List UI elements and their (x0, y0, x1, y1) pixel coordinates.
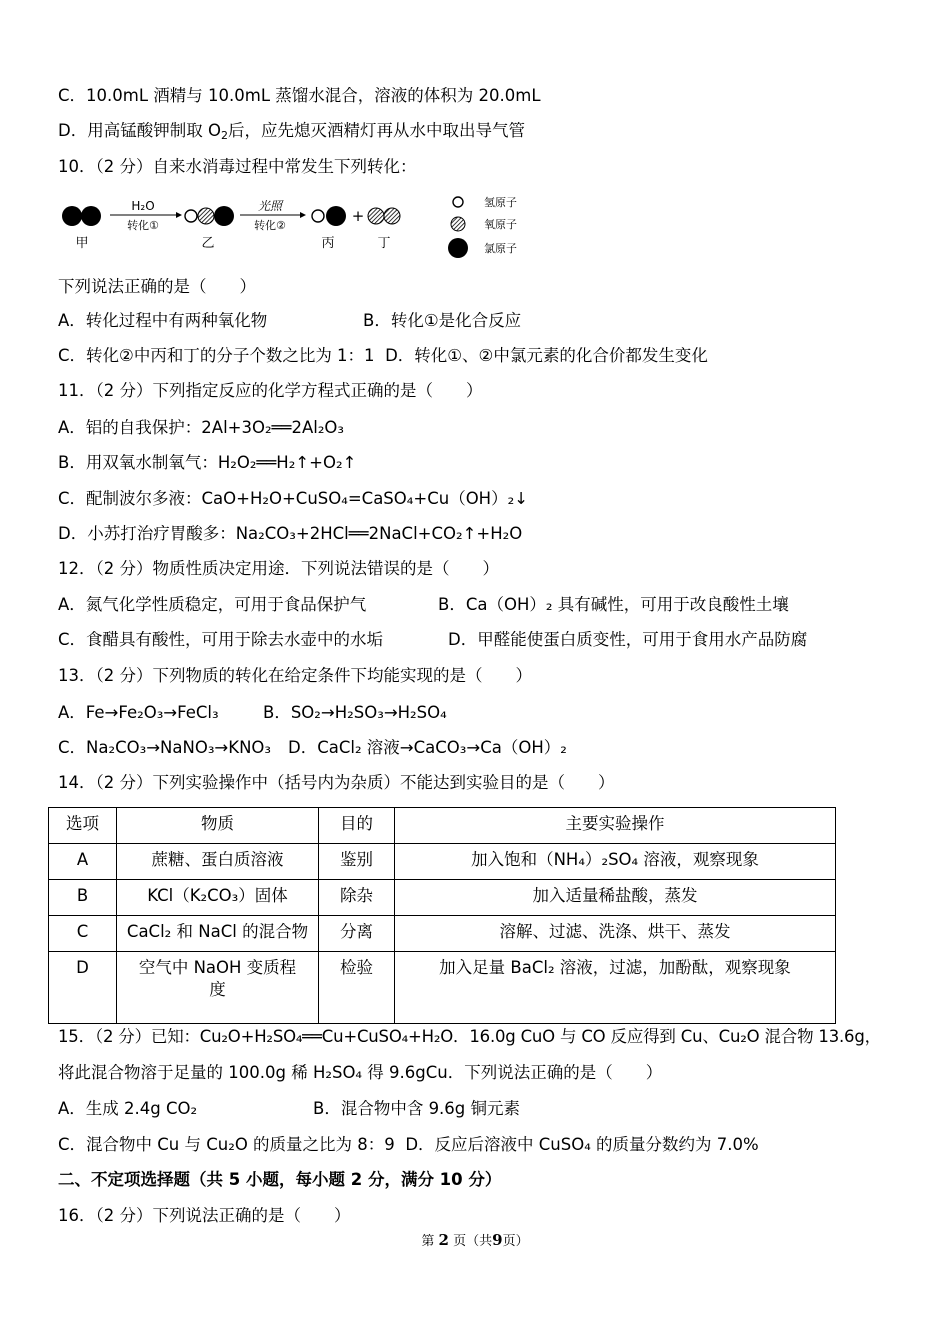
table-row (49, 916, 836, 952)
q13-stem: 13．（2 分）下列物质的转化在给定条件下均能实现的是（ ） (58, 666, 532, 685)
table-row (49, 844, 836, 880)
row-d-substance: 空气中 NaOH 变质程度 (117, 952, 319, 1024)
q15-option-a: A．生成 2.4g CO₂ (58, 1099, 198, 1118)
oxygen-atom (198, 208, 214, 224)
table-header-row (49, 808, 836, 844)
row-b-substance: KCl（K₂CO₃）固体 (117, 880, 319, 916)
row-d-purpose: 检验 (319, 952, 395, 1024)
q13-option-c: C．Na₂CO₃→NaNO₃→KNO₃ (58, 738, 272, 757)
label-jia: 甲 (75, 236, 89, 251)
arrow1-head (176, 212, 182, 218)
chlorine-atom (62, 206, 82, 226)
q15-option-b: B．混合物中含 9.6g 铜元素 (313, 1099, 521, 1118)
total-page-count: 9 (492, 1231, 503, 1249)
header-option: 选项 (49, 808, 117, 844)
q15-option-d: D．反应后溶液中 CuSO₄ 的质量分数约为 7.0% (405, 1135, 759, 1154)
q12-options-ab (58, 594, 789, 616)
arrow2-head (300, 212, 306, 218)
header-purpose: 目的 (319, 808, 395, 844)
row-c-option: C (49, 916, 117, 952)
q13-option-b: B．SO₂→H₂SO₃→H₂SO₄ (263, 703, 447, 722)
q11-option-c: C．配制波尔多液：CaO+H₂O+CuSO₄=CaSO₄+Cu（OH）₂↓ (58, 489, 529, 508)
molecule-jia (62, 206, 101, 226)
q10-option-a: A．转化过程中有两种氧化物 (58, 311, 268, 330)
q9-option-d: D．用高锰酸钾制取 $O_2$后，应先熄灭酒精灯再从水中取出导气管 (58, 121, 525, 142)
chlorine-atom (81, 206, 101, 226)
q10-options-cd (58, 345, 708, 367)
q10-stem: 10．（2 分）自来水消毒过程中常发生下列转化： (58, 157, 417, 176)
q9-option-c: C．10.0mL 酒精与 10.0mL 蒸馏水混合，溶液的体积为 20.0mL (58, 86, 541, 105)
hydrogen-atom (312, 210, 324, 222)
q12-option-d: D．甲醛能使蛋白质变性，可用于食用水产品防腐 (448, 630, 808, 649)
molecule-transformation-diagram (58, 196, 538, 262)
molecule-bing (312, 206, 346, 226)
q12-stem: 12．（2 分）物质性质决定用途．下列说法错误的是（ ） (58, 559, 499, 578)
q12-option-c: C．食醋具有酸性，可用于除去水壶中的水垢 (58, 630, 384, 649)
row-d-operation: 加入足量 BaCl₂ 溶液，过滤，加酚酞，观察现象 (395, 952, 836, 1024)
arrow1-top-label: H₂O (131, 199, 155, 213)
q14-options-table (48, 807, 836, 1024)
plus-sign: + (351, 207, 365, 225)
arrow2-top-label: 光照 (257, 199, 283, 213)
q15-stem-line2: 将此混合物溶于足量的 100.0g 稀 H₂SO₄ 得 9.6gCu．下列说法正确的是（ ） (58, 1063, 663, 1082)
q11-option-d: D．小苏打治疗胃酸多：Na₂CO₃+2HCl══2NaCl+CO₂↑+H₂O (58, 524, 523, 543)
q15-options-cd (58, 1134, 759, 1156)
legend-chlorine-symbol (448, 238, 468, 258)
q11-option-a: A．铝的自我保护：2Al+3O₂══2Al₂O₃ (58, 418, 345, 437)
arrow2-bottom-label: 转化② (254, 219, 286, 232)
header-substance: 物质 (117, 808, 319, 844)
oxygen-atom (384, 208, 400, 224)
q12-option-a: A．氮气化学性质稳定，可用于食品保护气 (58, 595, 367, 614)
header-operation: 主要实验操作 (395, 808, 836, 844)
row-a-purpose: 鉴别 (319, 844, 395, 880)
row-b-purpose: 除杂 (319, 880, 395, 916)
row-a-operation: 加入饱和（NH₄）₂SO₄ 溶液，观察现象 (395, 844, 836, 880)
q15-stem-line1: 15．（2 分）已知：Cu₂O+H₂SO₄══Cu+CuSO₄+H₂O．16.0g CuO 与 CO 反应得到 Cu、Cu₂O 混合物 13.6g， (58, 1027, 881, 1046)
section-2-heading: 二、不定项选择题（共 5 小题，每小题 2 分，满分 10 分） (58, 1170, 502, 1189)
table-row (49, 952, 836, 1024)
oxygen-atom (368, 208, 384, 224)
q10-options-ab (58, 310, 521, 332)
current-page-number: 2 (438, 1231, 449, 1249)
q13-options-ab (58, 702, 447, 724)
molecule-ding (368, 208, 400, 224)
q12-option-b: B．Ca（OH）₂ 具有碱性，可用于改良酸性土壤 (438, 595, 789, 614)
label-ding: 丁 (377, 236, 391, 251)
q10-option-c: C．转化②中丙和丁的分子个数之比为 1：1 (58, 346, 375, 365)
table-row (49, 880, 836, 916)
q11-stem: 11．（2 分）下列指定反应的化学方程式正确的是（ ） (58, 381, 483, 400)
chlorine-atom (214, 206, 234, 226)
q14-stem: 14．（2 分）下列实验操作中（括号内为杂质）不能达到实验目的是（ ） (58, 773, 615, 792)
q15-option-c: C．混合物中 Cu 与 Cu₂O 的质量之比为 8：9 (58, 1135, 395, 1154)
q11-option-b: B．用双氧水制氧气：H₂O₂══H₂↑+O₂↑ (58, 453, 357, 472)
page-footer: 第 2 页（共9页） (421, 1231, 529, 1249)
legend-oxygen-label: 氧原子 (484, 218, 517, 231)
row-c-purpose: 分离 (319, 916, 395, 952)
row-a-option: A (49, 844, 117, 880)
row-c-operation: 溶解、过滤、洗涤、烘干、蒸发 (395, 916, 836, 952)
q13-option-a: A．Fe→Fe₂O₃→FeCl₃ (58, 703, 219, 722)
arrow1-bottom-label: 转化① (127, 219, 159, 232)
label-bing: 丙 (321, 236, 335, 251)
row-c-substance: CaCl₂ 和 NaCl 的混合物 (117, 916, 319, 952)
q15-options-ab (58, 1098, 520, 1120)
row-b-operation: 加入适量稀盐酸，蒸发 (395, 880, 836, 916)
label-yi: 乙 (201, 236, 215, 251)
q10-question: 下列说法正确的是（ ） (58, 277, 256, 296)
q10-option-b: B．转化①是化合反应 (363, 311, 522, 330)
row-d-option: D (49, 952, 117, 1024)
legend-oxygen-symbol (451, 217, 465, 231)
legend-hydrogen-symbol (453, 197, 463, 207)
q12-options-cd (58, 629, 807, 651)
q16-stem: 16．（2 分）下列说法正确的是（ ） (58, 1206, 351, 1225)
legend-hydrogen-label: 氢原子 (484, 196, 517, 209)
row-a-substance: 蔗糖、蛋白质溶液 (117, 844, 319, 880)
q13-options-cd (58, 737, 567, 759)
legend-chlorine-label: 氯原子 (484, 242, 517, 255)
chlorine-atom (326, 206, 346, 226)
molecule-yi (185, 206, 234, 226)
hydrogen-atom (185, 210, 197, 222)
q13-option-d: D．CaCl₂ 溶液→CaCO₃→Ca（OH）₂ (288, 738, 567, 757)
q10-option-d: D．转化①、②中氯元素的化合价都发生变化 (385, 346, 708, 365)
row-b-option: B (49, 880, 117, 916)
